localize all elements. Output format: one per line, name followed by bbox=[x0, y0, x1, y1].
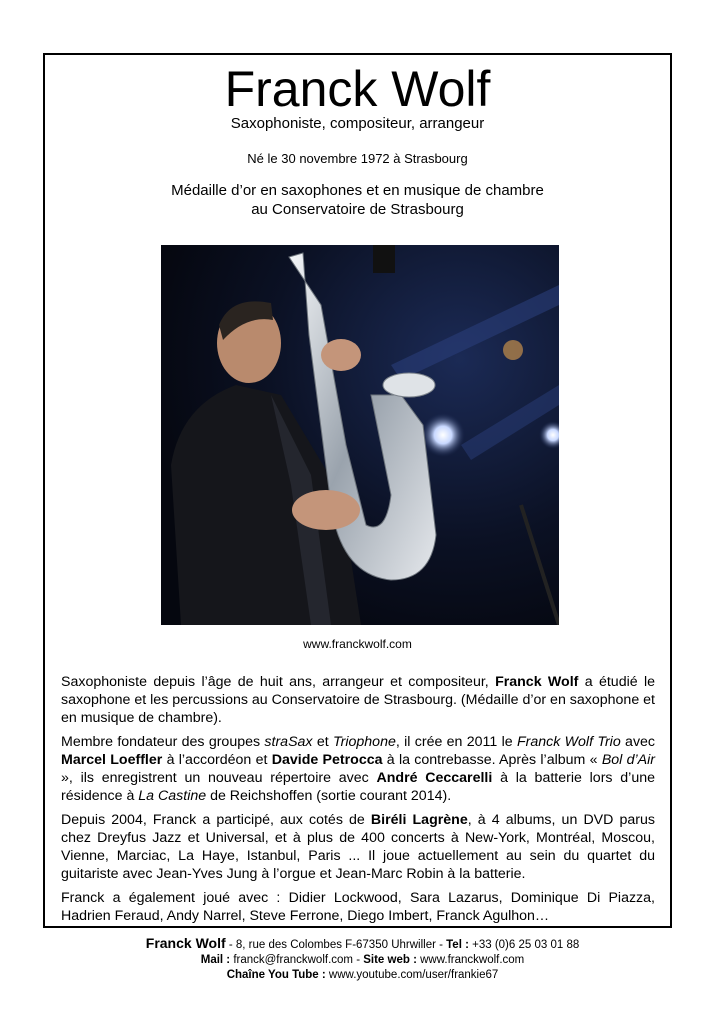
bio-paragraph-1 bbox=[61, 673, 655, 727]
bio-text: a étudié le saxophone et les percussions au Conservatoire de Strasbourg. (Médaille d’or en saxophone et en musique de chambre). bbox=[61, 674, 656, 726]
bio-text: Membre fondateur des groupes bbox=[61, 734, 265, 750]
subtitle: Saxophoniste, compositeur, arrangeur bbox=[230, 115, 485, 132]
bio-text: », ils enregistrent un nouveau répertoire avec bbox=[61, 770, 377, 786]
bio-text: à la batterie lors d’une résidence à bbox=[61, 770, 655, 804]
footer-site-label: Site web : bbox=[363, 954, 417, 966]
bio-text: Saxophoniste depuis l’âge de huit ans, arrangeur et compositeur, bbox=[61, 674, 496, 690]
saxophonist-photo bbox=[161, 245, 559, 625]
bio-text: , à 4 albums, un DVD parus chez Dreyfus Jazz et Universal, et à plus de 400 concerts à New-York, Montréal, Moscou, Vienne, Marciac, La Haye, Istanbul, Paris ... Il joue actuellement au sein du quartet du guitariste avec Jean-Yves Jung à l’orgue et Jean-Marc Robin à la batterie. bbox=[61, 812, 655, 882]
document-frame bbox=[43, 53, 672, 928]
page-title: Franck Wolf bbox=[224, 61, 491, 117]
footer-youtube-label: Chaîne You Tube : bbox=[226, 969, 326, 981]
saxophonist-photo-icon bbox=[161, 245, 559, 625]
footer-line-3 bbox=[0, 968, 725, 983]
bio-paragraph-3 bbox=[61, 811, 655, 883]
bio-paragraph-2 bbox=[61, 733, 655, 805]
bio-group: straSax bbox=[264, 734, 313, 750]
bio-text: et bbox=[312, 734, 334, 750]
footer-site-link[interactable]: www.franckwolf.com bbox=[416, 954, 525, 966]
bio-group: Triophone bbox=[333, 734, 396, 750]
bio-musician: Davide Petrocca bbox=[271, 752, 383, 768]
footer-address: - 8, rue des Colombes F-67350 Uhrwiller - bbox=[225, 939, 447, 951]
footer-mail-label: Mail : bbox=[200, 954, 231, 966]
footer-youtube-link[interactable]: www.youtube.com/user/frankie67 bbox=[325, 969, 499, 981]
medal-line-1: Médaille d’or en saxophones et en musique de chambre bbox=[171, 182, 544, 199]
footer-line-2 bbox=[0, 953, 725, 968]
bio-text: Depuis 2004, Franck a participé, aux cotés de bbox=[61, 812, 371, 828]
bio-text: de Reichshoffen (sortie courant 2014). bbox=[206, 788, 452, 804]
footer-tel-label: Tel : bbox=[446, 939, 469, 951]
bio-text: à l’accordéon et bbox=[162, 752, 272, 768]
website-caption[interactable]: www.franckwolf.com bbox=[303, 637, 412, 651]
bio-album: Bol d’Air bbox=[601, 752, 656, 768]
biography bbox=[61, 673, 655, 931]
bio-venue: La Castine bbox=[138, 788, 207, 804]
bio-trio: Franck Wolf Trio bbox=[516, 734, 621, 750]
medal-info bbox=[45, 181, 670, 219]
bio-musician: André Ceccarelli bbox=[376, 770, 493, 786]
footer-tel: +33 (0)6 25 03 01 88 bbox=[468, 939, 580, 951]
contact-footer bbox=[0, 936, 725, 983]
bio-musician: Biréli Lagrène bbox=[370, 812, 468, 828]
bio-musician: Marcel Loeffler bbox=[61, 752, 163, 768]
footer-mail-link[interactable]: franck@franckwolf.com - bbox=[230, 954, 364, 966]
bio-text: avec bbox=[620, 734, 656, 750]
footer-line-1 bbox=[0, 936, 725, 953]
bio-name: Franck Wolf bbox=[495, 674, 579, 690]
bio-paragraph-4: Franck a également joué avec : Didier Lockwood, Sara Lazarus, Dominique Di Piazza, Hadrien Feraud, Andy Narrel, Steve Ferrone, Diego Imbert, Franck Agulhon… bbox=[61, 890, 655, 924]
footer-name: Franck Wolf bbox=[145, 935, 226, 951]
medal-line-2: au Conservatoire de Strasbourg bbox=[251, 201, 464, 218]
bio-text: à la contrebasse. Après l’album « bbox=[382, 752, 602, 768]
birth-info: Né le 30 novembre 1972 à Strasbourg bbox=[247, 151, 468, 166]
bio-text: , il crée en 2011 le bbox=[395, 734, 517, 750]
